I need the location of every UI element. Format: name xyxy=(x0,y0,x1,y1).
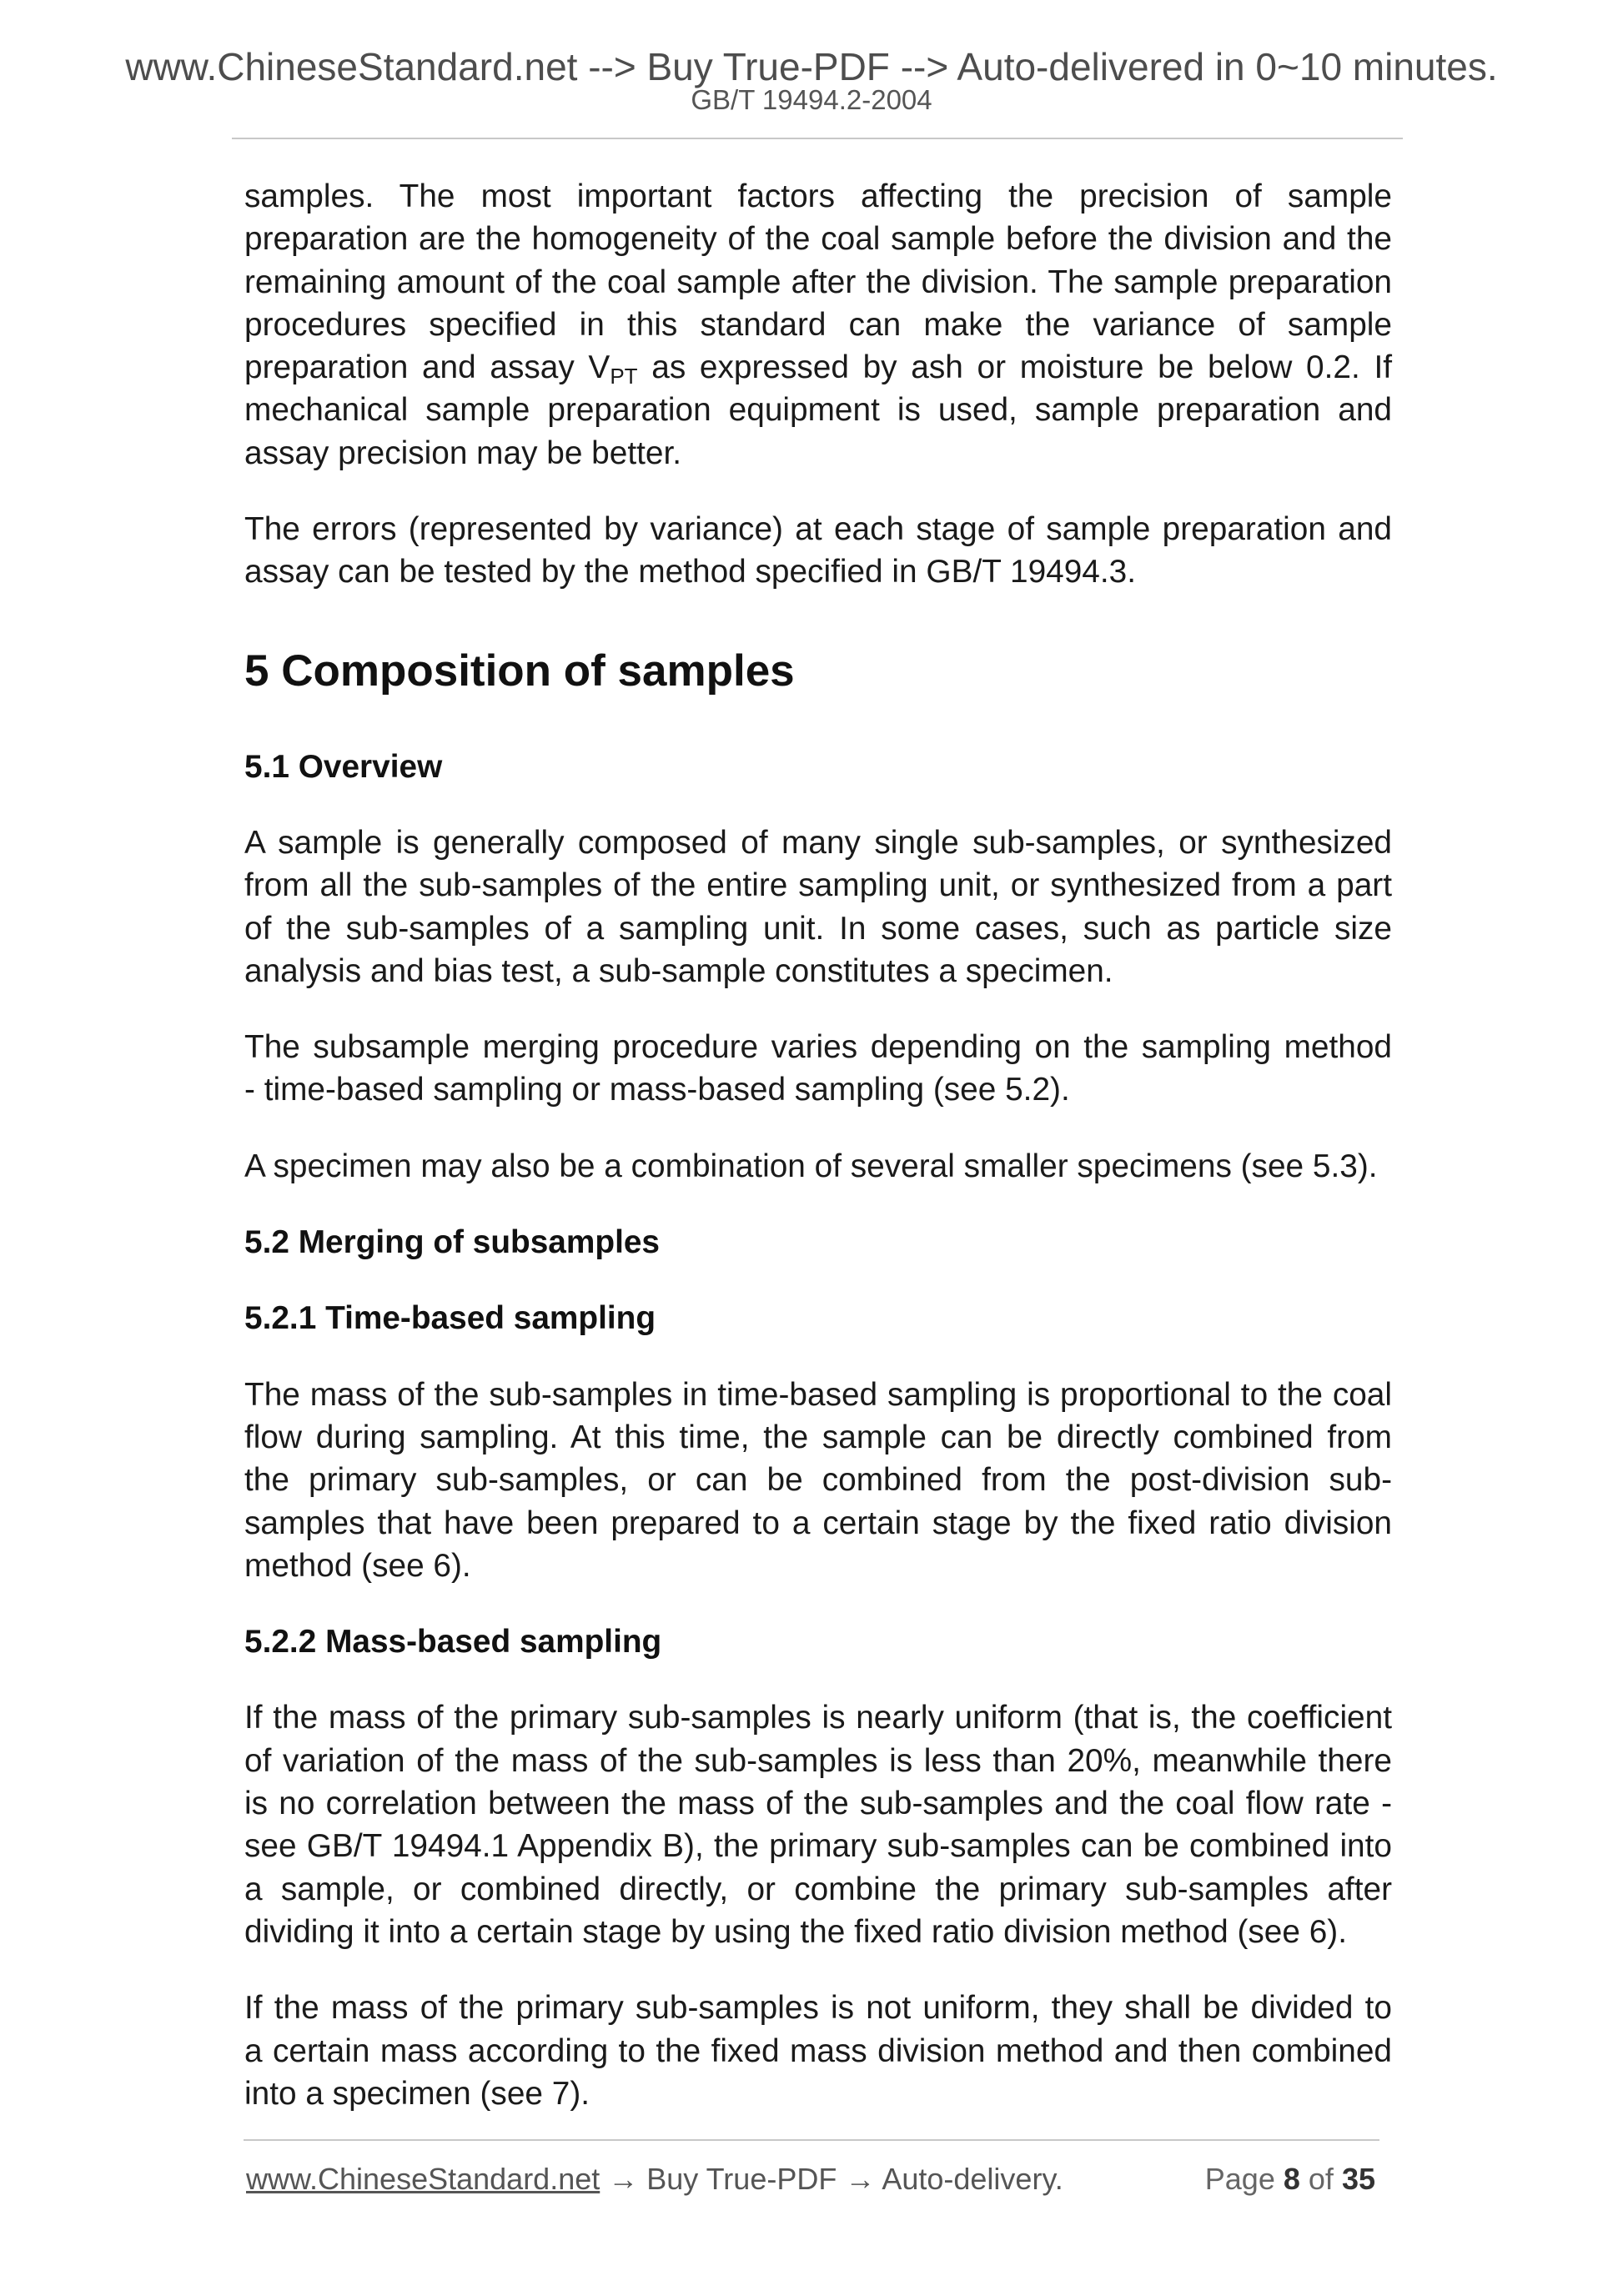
page-indicator xyxy=(1205,2161,1375,2198)
paragraph-line: - time-based sampling or mass-based sampling (see 5.2). xyxy=(244,1072,1070,1108)
paragraph-line: procedures specified in this standard can make the variance of sample xyxy=(244,306,1392,343)
standard-code: GB/T 19494.2-2004 xyxy=(691,84,932,115)
paragraph-line: preparation are the homogeneity of the coal sample before the division and the xyxy=(244,221,1392,258)
paragraph-line: a sample, or combined directly, or combine the primary sub-samples after xyxy=(244,1871,1392,1907)
paragraph-line: If the mass of the primary sub-samples is nearly uniform (that is, the coefficient xyxy=(244,1700,1392,1736)
paragraph-line: A specimen may also be a combination of several smaller specimens (see 5.3). xyxy=(244,1148,1378,1184)
paragraph-line: dividing it into a certain stage by using the fixed ratio division method (see 6). xyxy=(244,1913,1347,1950)
paragraph-line: assay can be tested by the method specified in GB/T 19494.3. xyxy=(244,554,1137,590)
page-number: 8 xyxy=(1283,2162,1300,2196)
paragraph-line: remaining amount of the coal sample after the division. The sample preparation xyxy=(244,264,1392,300)
paragraph-line: see GB/T 19494.1 Appendix B), the primary sub-samples can be combined into xyxy=(244,1828,1392,1865)
paragraph-precision-factors xyxy=(244,175,1392,475)
paragraph-line: The subsample merging procedure varies depending on the sampling method xyxy=(244,1029,1392,1066)
footer-site-link[interactable]: www.ChineseStandard.net xyxy=(246,2162,600,2196)
subsection-heading-5-1: 5.1 Overview xyxy=(244,748,443,785)
subsection-heading-5-2-2: 5.2.2 Mass-based sampling xyxy=(244,1624,662,1660)
paragraph-mass-based-uniform xyxy=(244,1696,1392,1953)
paragraph-line: The mass of the sub-samples in time-based sampling is proportional to the coal xyxy=(244,1376,1392,1413)
paragraph-line: of the sub-samples of a sampling unit. In some cases, such as particle size xyxy=(244,910,1392,947)
paragraph-line: the primary sub-samples, or can be combined from the post-division sub- xyxy=(244,1462,1392,1499)
section-heading-5: 5 Composition of samples xyxy=(244,646,795,696)
paragraph-line: assay precision may be better. xyxy=(244,435,682,471)
paragraph-specimen-combination xyxy=(244,1145,1392,1188)
paragraph-sample-composition xyxy=(244,821,1392,992)
paragraph-line: method (see 6). xyxy=(244,1547,471,1584)
paragraph-line: flow during sampling. At this time, the sample can be directly combined from xyxy=(244,1419,1392,1455)
paragraph-line: samples that have been prepared to a certain stage by the fixed ratio division xyxy=(244,1505,1392,1541)
page-of-label: of xyxy=(1308,2162,1334,2196)
subscript-pt: PT xyxy=(610,364,638,389)
page-total: 35 xyxy=(1341,2162,1375,2196)
subsection-heading-5-2: 5.2 Merging of subsamples xyxy=(244,1224,661,1261)
paragraph-line: from all the sub-samples of the entire sampling unit, or synthesized from a part xyxy=(244,867,1392,904)
paragraph-error-testing xyxy=(244,508,1392,594)
paragraph-line: into a specimen (see 7). xyxy=(244,2075,590,2112)
paragraph-merging-procedure xyxy=(244,1026,1392,1112)
paragraph-line xyxy=(244,346,1392,389)
header-banner: www.ChineseStandard.net --> Buy True-PDF --> Auto-delivered in 0~10 minutes. xyxy=(125,45,1498,88)
footer-delivery-text: → Buy True-PDF → Auto-delivery. xyxy=(608,2162,1063,2196)
document-body xyxy=(244,175,1392,2148)
header-divider xyxy=(232,138,1403,139)
paragraph-line: is no correlation between the mass of the sub-samples and the coal flow rate - xyxy=(244,1786,1392,1822)
paragraph-line: mechanical sample preparation equipment is used, sample preparation and xyxy=(244,392,1392,429)
line-text: as expressed by ash or moisture be below 0.2. If xyxy=(651,349,1393,386)
paragraph-line: analysis and bias test, a sub-sample constitutes a specimen. xyxy=(244,952,1113,989)
footer-promo xyxy=(246,2161,1063,2198)
paragraph-line: a certain mass according to the fixed mass division method and then combined xyxy=(244,2032,1392,2069)
paragraph-line: If the mass of the primary sub-samples is not uniform, they shall be divided to xyxy=(244,1990,1392,2027)
line-text: preparation and assay V xyxy=(244,349,611,386)
paragraph-line: A sample is generally composed of many single sub-samples, or synthesized xyxy=(244,824,1392,861)
paragraph-line: The errors (represented by variance) at each stage of sample preparation and xyxy=(244,511,1392,548)
paragraph-time-based-sampling xyxy=(244,1374,1392,1587)
paragraph-line: of variation of the mass of the sub-samples is less than 20%, meanwhile there xyxy=(244,1742,1392,1779)
footer-divider xyxy=(244,2139,1379,2141)
paragraph-mass-based-nonuniform xyxy=(244,1987,1392,2115)
paragraph-line: samples. The most important factors affecting the precision of sample xyxy=(244,178,1392,214)
subsection-heading-5-2-1: 5.2.1 Time-based sampling xyxy=(244,1300,656,1337)
page-label: Page xyxy=(1204,2162,1275,2196)
